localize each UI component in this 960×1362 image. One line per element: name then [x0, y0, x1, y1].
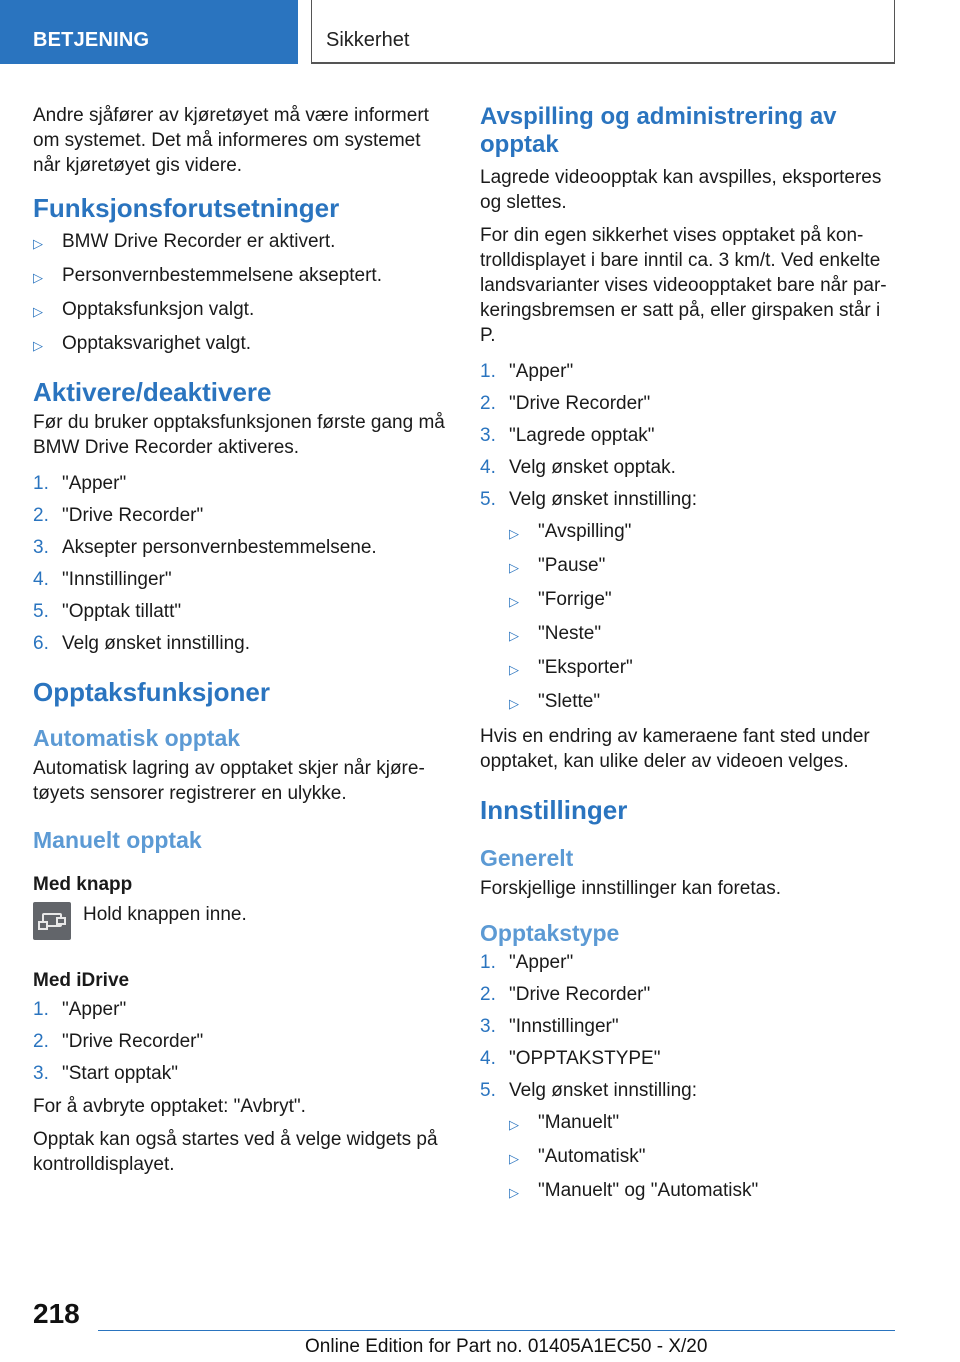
page-number: 218	[33, 1298, 80, 1329]
topic-title: Sikkerhet	[326, 29, 410, 51]
footer-divider	[98, 1330, 895, 1331]
heading-prerequisites: Funksjonsforutsetninger	[33, 193, 340, 223]
button-label: Med knapp	[33, 874, 133, 895]
playback-text-2: For din egen sikkerhet vises opptaket på kon-trolldisplayet i bare inntil ca. 3 km/t. Ved enkelte landsvarianter vises videoopptaket bare når par-keringsbremsen er satt på, eller girspaken står i P.	[480, 225, 887, 346]
right-column	[480, 103, 900, 1213]
list-item: 2. "Drive Recorder"	[33, 505, 204, 526]
record-button-icon	[33, 902, 71, 940]
list-item: ▷ Opptaksvarighet valgt.	[33, 332, 453, 358]
left-column	[33, 103, 453, 1185]
triangle-bullet-icon: ▷	[509, 526, 519, 541]
list-item: 3. Aksepter personvernbestemmelsene.	[33, 537, 377, 558]
heading-activate: Aktivere/deaktivere	[33, 377, 272, 407]
list-item: 1. "Apper"	[480, 952, 574, 973]
section-tab	[0, 0, 298, 64]
triangle-bullet-icon: ▷	[509, 1185, 519, 1200]
list-item: ▷ "Manuelt"	[509, 1111, 900, 1137]
cancel-text: For å avbryte opptaket: "Avbryt".	[33, 1096, 306, 1117]
list-item: ▷ "Slette"	[509, 690, 900, 716]
section-title: BETJENING	[33, 29, 150, 51]
intro-text: Andre sjåfører av kjøretøyet må være informert om systemet. Det må informeres om systemet når kjøretøyet gis videre.	[33, 105, 429, 176]
triangle-bullet-icon: ▷	[509, 1151, 519, 1166]
list-item: 2. "Drive Recorder"	[480, 984, 651, 1005]
activate-text: Før du bruker opptaksfunksjonen første gang må BMW Drive Recorder aktiveres.	[33, 412, 445, 458]
list-item: 4. Velg ønsket opptak.	[480, 457, 676, 478]
heading-manual: Manuelt opptak	[33, 827, 202, 853]
list-item: 2. "Drive Recorder"	[33, 1031, 204, 1052]
prereq-list	[33, 230, 453, 358]
playback-steps	[480, 360, 900, 512]
heading-settings: Innstillinger	[480, 795, 628, 825]
list-item: 1. "Apper"	[480, 361, 574, 382]
triangle-bullet-icon: ▷	[509, 594, 519, 609]
heading-general: Generelt	[480, 845, 574, 871]
list-item: ▷ Personvernbestemmelsene akseptert.	[33, 264, 453, 290]
triangle-bullet-icon: ▷	[509, 662, 519, 677]
button-text: Hold knappen inne.	[83, 904, 247, 925]
list-item: 5. "Opptak tillatt"	[33, 601, 182, 622]
triangle-bullet-icon: ▷	[33, 236, 43, 251]
list-item: 4. "Innstillinger"	[33, 569, 172, 590]
footer-edition: Online Edition for Part no. 01405A1EC50 - X/20	[305, 1336, 708, 1357]
triangle-bullet-icon: ▷	[33, 338, 43, 353]
type-options	[509, 1111, 900, 1205]
list-item: 3. "Start opptak"	[33, 1063, 178, 1084]
list-item: ▷ "Forrige"	[509, 588, 900, 614]
heading-type: Opptakstype	[480, 920, 620, 946]
camera-text: Hvis en endring av kameraene fant sted under opptaket, kan ulike deler av videoen velges.	[480, 726, 870, 772]
list-item: ▷ "Manuelt" og "Automatisk"	[509, 1179, 900, 1205]
widget-text: Opptak kan også startes ved å velge widgets på kontrolldisplayet.	[33, 1129, 438, 1175]
heading-playback: Avspilling og administrering av opptak	[480, 103, 837, 158]
list-item: 6. Velg ønsket innstilling.	[33, 633, 250, 654]
auto-text: Automatisk lagring av opptaket skjer når kjøre-tøyets sensorer registrerer en ulykke.	[33, 758, 425, 804]
triangle-bullet-icon: ▷	[509, 628, 519, 643]
list-item: 5. Velg ønsket innstilling:	[480, 489, 697, 510]
list-item: 1. "Apper"	[33, 473, 127, 494]
triangle-bullet-icon: ▷	[509, 696, 519, 711]
list-item: ▷ "Pause"	[509, 554, 900, 580]
list-item: 4. "OPPTAKSTYPE"	[480, 1048, 661, 1069]
list-item: ▷ "Neste"	[509, 622, 900, 648]
topic-tab	[311, 0, 895, 64]
triangle-bullet-icon: ▷	[509, 560, 519, 575]
list-item: ▷ BMW Drive Recorder er aktivert.	[33, 230, 453, 256]
list-item: 5. Velg ønsket innstilling:	[480, 1080, 697, 1101]
heading-functions: Opptaksfunksjoner	[33, 677, 270, 707]
playback-options	[509, 520, 900, 716]
list-item: 3. "Innstillinger"	[480, 1016, 619, 1037]
list-item: 3. "Lagrede opptak"	[480, 425, 655, 446]
list-item: ▷ "Automatisk"	[509, 1145, 900, 1171]
list-item: 1. "Apper"	[33, 999, 127, 1020]
idrive-steps	[33, 998, 453, 1086]
heading-auto: Automatisk opptak	[33, 725, 241, 751]
list-item: ▷ "Eksporter"	[509, 656, 900, 682]
list-item: ▷ "Avspilling"	[509, 520, 900, 546]
list-item: ▷ Opptaksfunksjon valgt.	[33, 298, 453, 324]
list-item: 2. "Drive Recorder"	[480, 393, 651, 414]
playback-text-1: Lagrede videoopptak kan avspilles, eksporteres og slettes.	[480, 167, 882, 213]
triangle-bullet-icon: ▷	[33, 270, 43, 285]
activate-steps	[33, 472, 453, 656]
type-steps	[480, 951, 900, 1103]
general-text: Forskjellige innstillinger kan foretas.	[480, 878, 781, 899]
triangle-bullet-icon: ▷	[509, 1117, 519, 1132]
idrive-label: Med iDrive	[33, 970, 130, 991]
button-instruction	[33, 902, 453, 940]
triangle-bullet-icon: ▷	[33, 304, 43, 319]
